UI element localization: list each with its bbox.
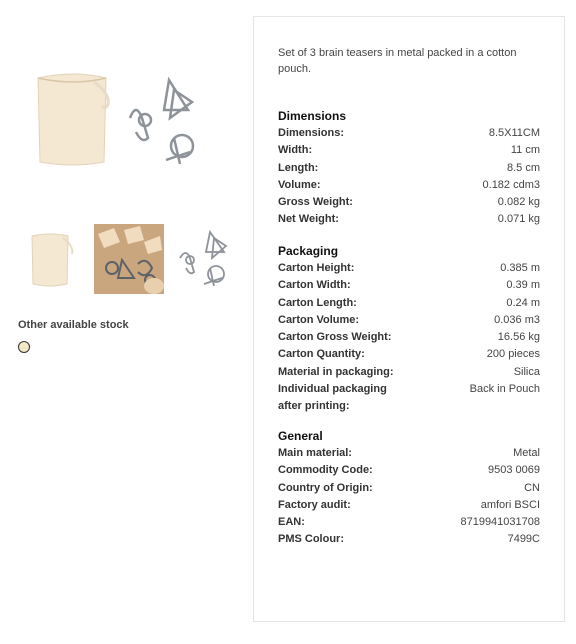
spec-row <box>278 480 540 497</box>
stock-color-swatch[interactable] <box>18 341 30 353</box>
spec-label: Dimensions: <box>278 127 345 139</box>
packaging-heading: Packaging <box>278 244 339 258</box>
spec-value: 0.071 kg <box>497 213 540 226</box>
spec-value: Silica <box>513 365 540 378</box>
spec-row <box>278 295 540 312</box>
spec-row <box>278 381 540 416</box>
packaging-section <box>278 243 540 416</box>
general-heading: General <box>278 429 323 443</box>
dimensions-heading: Dimensions <box>278 109 347 123</box>
spec-label: Volume: <box>278 178 321 191</box>
spec-value: 8.5 cm <box>506 161 540 174</box>
spec-value: amfori BSCI <box>480 498 540 511</box>
spec-label: Carton Height: <box>278 262 355 274</box>
spec-value: 7499C <box>507 533 540 546</box>
spec-label: Country of Origin: <box>278 481 373 494</box>
spec-row <box>278 445 540 462</box>
spec-label: Carton Gross Weight: <box>278 331 392 344</box>
spec-row <box>278 194 540 211</box>
spec-value: 0.24 m <box>506 296 540 309</box>
spec-row <box>278 277 540 294</box>
spec-value: 0.182 cdm3 <box>482 178 540 191</box>
spec-row <box>278 312 540 329</box>
spec-label: PMS Colour: <box>278 533 344 546</box>
spec-row <box>278 531 540 548</box>
spec-row <box>278 211 540 228</box>
spec-row <box>278 497 540 514</box>
thumbnail-lifestyle[interactable] <box>94 224 164 294</box>
thumbnail-pouch[interactable] <box>18 224 88 294</box>
spec-value: 8.5X11CM <box>488 127 540 139</box>
product-details-panel <box>253 16 565 622</box>
spec-value: Metal <box>513 447 540 459</box>
spec-label: Material in packaging: <box>278 365 394 378</box>
spec-value: 0.385 m <box>500 262 540 274</box>
main-product-image <box>24 60 220 180</box>
spec-label: Individual packaging after printing: <box>278 383 387 413</box>
spec-label: Factory audit: <box>278 498 351 511</box>
spec-label: Main material: <box>278 447 352 459</box>
dimensions-section <box>278 108 540 229</box>
spec-label: Width: <box>278 144 313 157</box>
spec-value: CN <box>524 481 540 494</box>
spec-value: 11 cm <box>510 144 540 157</box>
spec-row <box>278 329 540 346</box>
spec-row <box>278 346 540 363</box>
general-section <box>278 428 540 549</box>
spec-label: Carton Quantity: <box>278 348 365 361</box>
spec-value: 0.036 m3 <box>494 313 540 326</box>
spec-label: Net Weight: <box>278 213 339 226</box>
spec-row <box>278 260 540 277</box>
spec-row <box>278 514 540 531</box>
product-gallery <box>0 0 240 644</box>
spec-value: 0.082 kg <box>497 196 540 209</box>
spec-label: Length: <box>278 161 319 174</box>
product-description: Set of 3 brain teasers in metal packed in a cotton pouch. <box>278 47 517 75</box>
spec-row <box>278 364 540 381</box>
spec-value: 8719941031708 <box>460 516 540 529</box>
spec-value: Back in Pouch <box>469 383 540 396</box>
spec-label: Carton Length: <box>278 296 357 309</box>
spec-value: 16.56 kg <box>497 331 540 344</box>
spec-value: 0.39 m <box>506 279 540 292</box>
spec-label: Commodity Code: <box>278 464 373 477</box>
spec-row <box>278 142 540 159</box>
spec-row <box>278 160 540 177</box>
other-stock-label: Other available stock <box>18 319 129 331</box>
spec-label: Gross Weight: <box>278 196 353 209</box>
spec-label: Carton Volume: <box>278 313 360 326</box>
spec-value: 9503 0069 <box>488 464 540 477</box>
spec-label: EAN: <box>278 516 305 529</box>
thumbnail-puzzles[interactable] <box>170 224 240 294</box>
spec-row <box>278 462 540 479</box>
thumbnail-strip <box>18 224 240 294</box>
spec-row <box>278 125 540 142</box>
spec-value: 200 pieces <box>486 348 540 361</box>
spec-label: Carton Width: <box>278 279 351 292</box>
spec-row <box>278 177 540 194</box>
